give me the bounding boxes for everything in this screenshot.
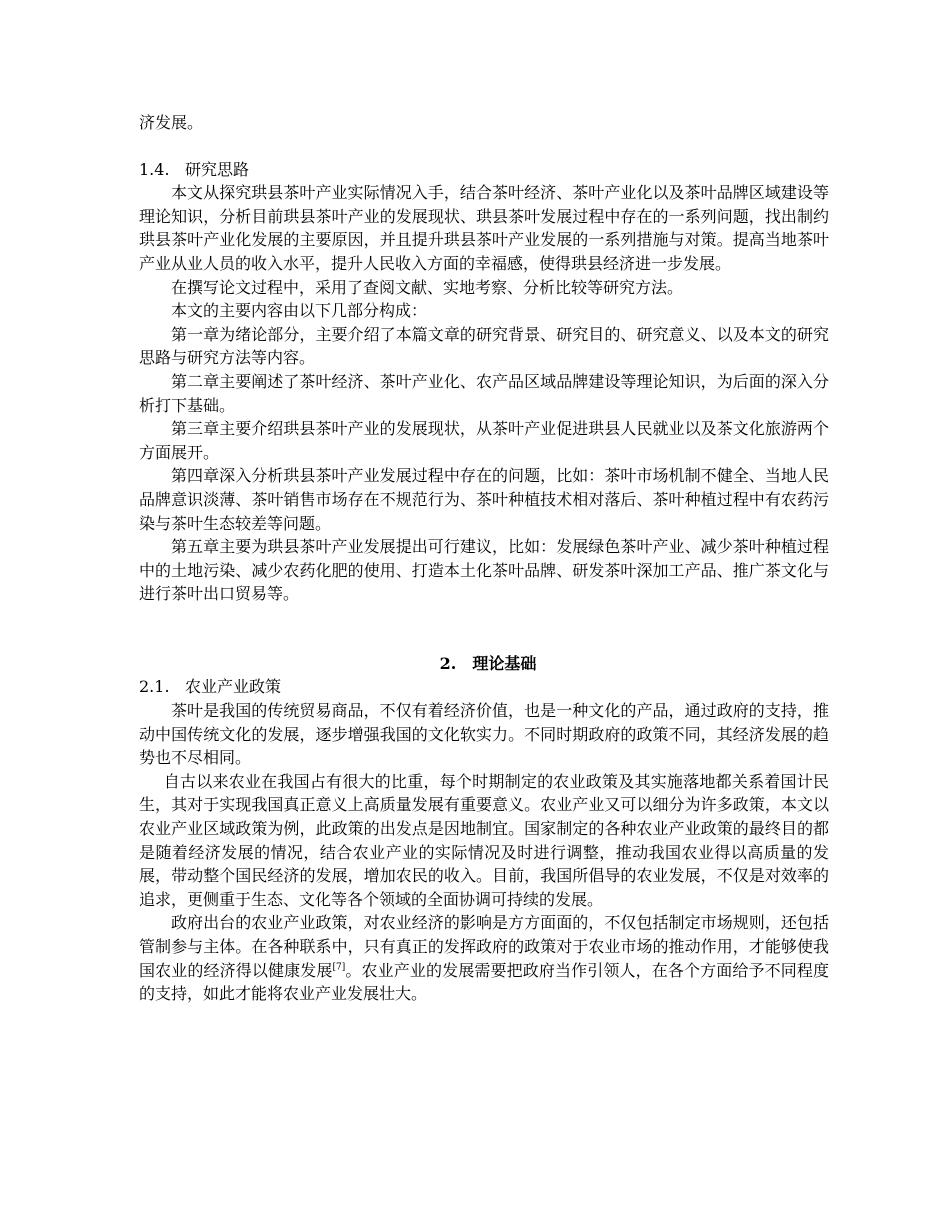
paragraph: 自古以来农业在我国占有很大的比重，每个时期制定的农业政策及其实施落地都关系着国计民生，其对于实现我国真正意义上高质量发展有重要意义。农业产业又可以细分为许多政策，本文以农业产业区域政策为例，此政策的出发点是因地制宜。国家制定的各种农业产业政策的最终目的都是随着经济发展的情况，结合农业产业的实际情况及时进行调整，推动我国农业得以高质量的发展，带动整个国民经济的发展，增加农民的收入。目前，我国所倡导的农业发展，不仅是对效率的追求，更侧重于生态、文化等各个领域的全面协调可持续的发展。 [139,771,829,909]
paragraph: 第四章深入分析珙县茶叶产业发展过程中存在的问题，比如：茶叶市场机制不健全、当地人民品牌意识淡薄、茶叶销售市场存在不规范行为、茶叶种植技术相对落后、茶叶种植过程中有农药污染与茶叶生态较差等问题。 [139,466,829,533]
paragraph: 第一章为绪论部分，主要介绍了本篇文章的研究背景、研究目的、研究意义、以及本文的研究思路与研究方法等内容。 [139,324,829,368]
citation-reference: [7] [332,962,346,973]
paragraph: 第三章主要介绍珙县茶叶产业的发展现状，从茶叶产业促进珙县人民就业以及茶文化旅游两个方面展开。 [139,419,829,462]
chapter-number: 2. [439,653,457,673]
section-heading-1-4 [139,158,829,182]
section-number: 2.1. [139,677,170,697]
paragraph: 第二章主要阐述了茶叶经济、茶叶产业化、农产品区域品牌建设等理论知识，为后面的深入分析打下基础。 [139,371,829,415]
spacer [139,135,829,158]
paragraph [139,911,829,1005]
paragraph: 在撰写论文过程中，采用了查阅文献、实地考察、分析比较等研究方法。 [171,277,684,297]
paragraph: 茶叶是我国的传统贸易商品，不仅有着经济价值，也是一种文化的产品，通过政府的支持，推动中国传统文化的发展，逐步增强我国的文化软实力。不同时期政府的政策不同，其经济发展的趋势也不尽相同。 [139,701,829,768]
paragraph-text: 。农业产业的发展需要把政府当作引领人，在各个方面给予不同程度的支持，如此才能将农业产业发展壮大。 [139,960,829,1004]
chapter-heading-2 [139,652,829,676]
spacer [139,606,829,652]
document-body [139,111,829,1006]
section-title: 研究思路 [185,159,250,179]
section-title: 农业产业政策 [185,677,282,697]
paragraph: 本文从探究珙县茶叶产业实际情况入手，结合茶叶经济、茶叶产业化以及茶叶品牌区域建设等理论知识，分析目前珙县茶叶产业的发展现状、珙县茶叶发展过程中存在的一系列问题，找出制约珙县茶叶产业化发展的主要原因，并且提升珙县茶叶产业发展的一系列措施与对策。提高当地茶叶产业从业人员的收入水平，提升人民收入方面的幸福感，使得珙县经济进一步发展。 [139,183,829,273]
section-number: 1.4. [139,159,170,179]
paragraph-text: 政府出台的农业产业政策，对农业经济的影响是方方面面的，不仅包括制定市场规则，还包括管制参与主体。在各种联系中，只有真正的发挥政府的政策对于农业市场的推动作用，才能够使我国农业的经济得以健康发展 [139,913,829,980]
chapter-title: 理论基础 [472,653,537,673]
section-heading-2-1 [139,675,829,699]
paragraph: 第五章主要为珙县茶叶产业发展提出可行建议，比如：发展绿色茶叶产业、减少茶叶种植过程中的土地污染、减少农药化肥的使用、打造本土化茶叶品牌、研发茶叶深加工产品、推广茶文化与进行茶叶出口贸易等。 [139,537,829,604]
paragraph-continuation: 济发展。 [139,113,204,132]
paragraph: 本文的主要内容由以下几部分构成： [171,301,428,321]
